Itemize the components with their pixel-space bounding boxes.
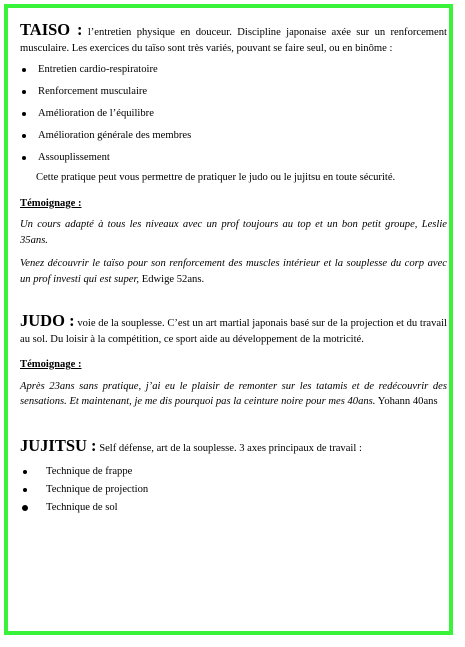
taiso-title: TAISO : xyxy=(20,20,83,39)
taiso-testimony-2-text: Venez découvrir le taïso pour son renforcement des muscles intérieur et la souplesse du corp avec un prof investi qui est super, xyxy=(20,258,447,285)
taiso-testimony-1: Un cours adapté à tous les niveaux avec un prof toujours au top et un bon petit groupe, Leslie 35ans. xyxy=(20,219,447,246)
jujitsu-intro-text: Self défense, art de la souplesse. 3 axes principaux de travail : xyxy=(96,442,362,454)
jujitsu-axes-list xyxy=(20,464,447,518)
taiso-intro-text: l’entretien physique en douceur. Discipline japonaise axée sur un renforcement musculaire. Les exercices du taïso sont très variés, pouvant se faire seul, ou en binôme : xyxy=(20,27,447,54)
list-item-label: Technique de projection xyxy=(46,484,149,495)
judo-testimony-1-author: Yohann 40ans xyxy=(375,396,438,407)
taiso-testimony-label: Témoignage : xyxy=(20,197,82,209)
list-item xyxy=(20,128,447,150)
list-item xyxy=(20,150,447,172)
bullet-icon xyxy=(22,134,26,138)
list-item-label: Entretien cardio-respiratoire xyxy=(38,64,158,75)
bullet-icon xyxy=(22,90,26,94)
bullet-icon xyxy=(23,488,27,492)
bullet-icon xyxy=(22,505,28,511)
taiso-intro-paragraph xyxy=(20,22,447,56)
list-item-label: Amélioration de l’équilibre xyxy=(38,108,154,119)
judo-testimony-1 xyxy=(20,379,447,410)
bullet-icon xyxy=(22,112,26,116)
judo-intro-paragraph xyxy=(20,313,447,347)
list-item xyxy=(20,500,447,518)
bullet-icon xyxy=(22,156,26,160)
list-item xyxy=(20,84,447,106)
taiso-benefits-list xyxy=(20,62,447,172)
judo-title: JUDO : xyxy=(20,311,75,330)
jujitsu-title: JUJITSU : xyxy=(20,435,97,455)
list-item-label: Assouplissement xyxy=(38,152,110,163)
judo-intro-text: voie de la souplesse. C’est un art martial japonais basé sur de la projection et du travail au sol. Du loisir à la compétition, ce sport aide au développement de la motricité. xyxy=(20,318,447,345)
taiso-testimony-2-author: Edwige 52ans. xyxy=(139,273,205,285)
list-item xyxy=(20,62,447,84)
judo-testimony-1-text: Après 23ans sans pratique, j’ai eu le plaisir de remonter sur les tatamis et de redécouvrir des sensations. Et maintenant, je me dis pourquoi pas la ceinture noire pour mes 40ans. xyxy=(20,380,447,407)
list-item-label: Amélioration générale des membres xyxy=(38,130,192,141)
list-item xyxy=(20,464,447,482)
list-item-label: Technique de frappe xyxy=(46,466,133,477)
list-item-label: Technique de sol xyxy=(46,502,118,513)
bullet-icon xyxy=(23,470,27,474)
list-item xyxy=(20,106,447,128)
document-body xyxy=(20,22,447,518)
taiso-closing-text: Cette pratique peut vous permettre de pratiquer le judo ou le jujitsu en toute sécurité. xyxy=(36,172,396,183)
jujitsu-intro-paragraph xyxy=(20,435,447,457)
taiso-testimony-2 xyxy=(20,256,447,287)
bullet-icon xyxy=(22,68,26,72)
list-item-label: Renforcement musculaire xyxy=(38,86,148,97)
judo-testimony-label: Témoignage : xyxy=(20,359,82,370)
list-item xyxy=(20,482,447,500)
